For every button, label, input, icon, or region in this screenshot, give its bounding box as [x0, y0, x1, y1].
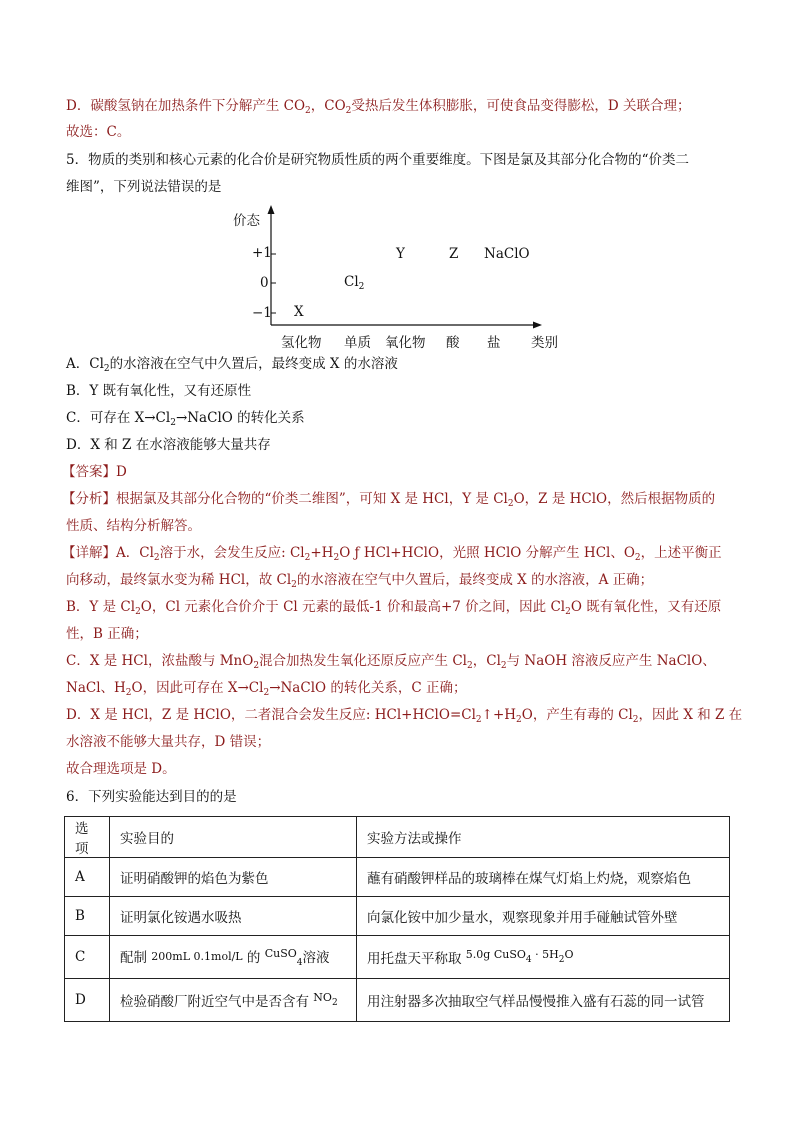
table-row [65, 936, 730, 979]
subscript: 2 [135, 607, 141, 617]
text: O [564, 948, 574, 961]
answer-value: D [116, 464, 127, 480]
cell-option: D [65, 979, 110, 1022]
table-header-row [65, 817, 730, 858]
detail-line1 [62, 544, 722, 567]
cell-option: B [65, 897, 110, 936]
text: ，Cl [472, 653, 501, 669]
text: 检验硝酸厂附近空气中是否含有 [120, 994, 314, 1010]
text: 向移动，最终氯水变为稀 HCl，故 Cl [66, 572, 292, 588]
header-option: 选项 [65, 817, 110, 858]
text: O ƒ HCl+HClO，光照 HClO 分解产生 HCl、O [339, 545, 635, 561]
text: 根据氯及其部分化合物的“价类二维图”，可知 X 是 HCl，Y 是 Cl [116, 491, 508, 507]
text: ，因此 X 和 Z 在 [638, 707, 743, 723]
text: O，产生有毒的 Cl [521, 707, 633, 723]
text: CuSO [264, 947, 297, 960]
subscript: 2 [103, 364, 110, 374]
cell-purpose: 证明硝酸钾的焰色为紫色 [110, 858, 357, 897]
subscript: 2 [263, 688, 270, 698]
text: 维图”，下列说法错误的是 [66, 179, 222, 195]
text: · 5H [531, 948, 559, 961]
text: 溶于水，会发生反应: Cl [159, 545, 305, 561]
text: D．碳酸氢钠在加热条件下分解产生 CO [66, 98, 306, 114]
text: C．可存在 X→Cl [66, 410, 171, 426]
analysis-line1 [62, 490, 715, 513]
subscript: 2 [253, 661, 260, 671]
y-tick-label-minus1: −1 [252, 305, 272, 321]
cell-method: 用注射器多次抽取空气样品慢慢推入盛有石蕊的同一试管 [357, 979, 730, 1022]
answer-line [62, 463, 127, 481]
detail-line4 [66, 625, 148, 643]
point-naclo: NaClO [484, 246, 530, 262]
cell-method: 向氯化铵中加少量水，观察现象并用手碰触试管外壁 [357, 897, 730, 936]
cell-purpose: 证明氯化铵遇水吸热 [110, 897, 357, 936]
text: NO [313, 991, 332, 1004]
header-purpose: 实验目的 [110, 817, 357, 858]
diagram-axes [228, 205, 568, 350]
text: 故合理选项是 D。 [66, 761, 176, 777]
x-category-hydride: 氢化物 [281, 335, 322, 351]
detail-line9 [66, 760, 176, 778]
answer-tag: 【答案】 [62, 464, 116, 480]
text: NaCl、H [66, 680, 126, 696]
text: D．X 和 Z 在水溶液能够大量共存 [66, 437, 271, 453]
text: 的 [242, 950, 265, 966]
subscript: 2 [632, 715, 639, 725]
text: O，因此可存在 X→Cl [131, 680, 264, 696]
cell-method [357, 936, 730, 979]
text: D．X 是 HCl，Z 是 HClO，二者混合会发生反应: HCl+HClO=Cl [66, 707, 476, 723]
subscript: 2 [565, 607, 571, 617]
option-b [66, 382, 251, 400]
text: 6．下列实验能达到目的的是 [66, 789, 237, 805]
cell-purpose [110, 979, 357, 1022]
subscript: 2 [358, 282, 365, 292]
question-6-stem [66, 788, 237, 806]
subscript: 2 [467, 661, 473, 671]
x-category-acid: 酸 [446, 335, 460, 351]
text: 的水溶液在空气中久置后，最终变成 X 的水溶液 [109, 356, 398, 372]
subscript: 2 [305, 106, 311, 116]
subscript: 2 [125, 688, 132, 698]
point-y: Y [396, 246, 405, 262]
analysis-line2 [66, 517, 201, 535]
text: 200mL 0.1mol/L [151, 950, 243, 963]
text: →NaClO 的转化关系 [175, 410, 305, 426]
question-5-stem-line1 [66, 151, 689, 169]
text: B．Y 既有氧化性，又有还原性 [66, 383, 252, 399]
cell-option: A [65, 858, 110, 897]
valence-category-diagram [228, 205, 568, 350]
text: 的水溶液在空气中久置后，最终变成 X 的水溶液，A 正确； [296, 572, 654, 588]
point-z: Z [449, 246, 459, 262]
text: O，Z 是 HClO，然后根据物质的 [513, 491, 716, 507]
option-c [66, 409, 305, 432]
subscript: 2 [170, 418, 176, 428]
text: 溶液 [302, 950, 330, 966]
cell-method: 蘸有硝酸钾样品的玻璃棒在煤气灯焰上灼烧，观察焰色 [357, 858, 730, 897]
subscript: 2 [634, 553, 641, 563]
x-axis-arrow [533, 322, 542, 329]
text: O，Cl 元素化合价介于 Cl 元素的最低-1 价和最高+7 价之间，因此 Cl [140, 599, 566, 615]
text: ↑+H [481, 707, 517, 723]
table-row [65, 858, 730, 897]
text: C．X 是 HCl，浓盐酸与 MnO [66, 653, 254, 669]
subscript: 2 [333, 553, 340, 563]
experiment-table [64, 816, 730, 1022]
y-tick-label-plus1: +1 [252, 245, 272, 261]
subscript: 2 [500, 661, 507, 671]
text: ，CO [310, 98, 346, 114]
cell-option: C [65, 936, 110, 979]
text: 混合加热发生氧化还原反应产生 Cl [259, 653, 468, 669]
text: B．Y 是 Cl [66, 599, 136, 615]
cell-purpose [110, 936, 357, 979]
detail-line3 [66, 598, 721, 621]
text: 用托盘天平称取 [367, 951, 466, 967]
subscript: 2 [304, 553, 311, 563]
option-a [66, 355, 398, 378]
y-axis-label: 价态 [233, 213, 260, 229]
detail-line6 [66, 679, 467, 702]
detail-tag: 【详解】 [62, 545, 116, 561]
text: +H [310, 545, 334, 561]
detail-line7 [66, 706, 742, 729]
x-category-element: 单质 [344, 335, 371, 351]
subscript: 2 [153, 553, 160, 563]
text: 5．物质的类别和核心元素的化合价是研究物质性质的两个重要维度。下图是氯及其部分化合物的“价类二 [66, 152, 689, 168]
table-row [65, 897, 730, 936]
point-cl2 [344, 274, 364, 292]
text: Cl [344, 274, 359, 290]
x-category-oxide: 氧化物 [385, 335, 426, 351]
y-axis-arrow [268, 205, 275, 214]
subscript: 4 [296, 958, 303, 968]
text: ，上述平衡正 [640, 545, 722, 561]
subscript: 2 [345, 106, 352, 116]
analysis-tag: 【分析】 [62, 491, 116, 507]
detail-line2 [66, 571, 653, 594]
x-category-salt: 盐 [487, 335, 501, 351]
text: A．Cl [66, 356, 104, 372]
text: 与 NaOH 溶液反应产生 NaClO、 [506, 653, 716, 669]
subscript: 2 [475, 715, 482, 725]
text: 性，B 正确； [66, 626, 148, 642]
text: 性质、结构分析解答。 [66, 518, 201, 534]
text: 5.0g CuSO [465, 948, 526, 961]
subscript: 2 [291, 580, 297, 590]
subscript: 2 [558, 955, 565, 965]
text: 受热后发生体积膨胀，可使食品变得膨松，D 关联合理； [351, 98, 691, 114]
table-row [65, 979, 730, 1022]
text: A．Cl [116, 545, 154, 561]
text: →NaClO 的转化关系，C 正确； [269, 680, 467, 696]
header-method: 实验方法或操作 [357, 817, 730, 858]
subscript: 2 [331, 998, 338, 1008]
text: 故选：C。 [66, 124, 131, 140]
text-line-d-option-prev [66, 97, 691, 120]
y-tick-label-0: 0 [260, 275, 269, 291]
x-axis-label: 类别 [531, 335, 558, 351]
subscript: 2 [507, 499, 514, 509]
point-x: X [294, 304, 304, 320]
subscript: 2 [516, 715, 522, 725]
text: O 既有氧化性，又有还原 [570, 599, 722, 615]
text: 配制 [120, 950, 152, 966]
detail-line8 [66, 733, 270, 751]
subscript: 4 [525, 955, 532, 965]
detail-line5 [66, 652, 716, 675]
option-d [66, 436, 271, 454]
question-5-stem-line2 [66, 178, 221, 196]
text: 水溶液不能够大量共存，D 错误； [66, 734, 271, 750]
text-line-answer-prev [66, 123, 130, 141]
